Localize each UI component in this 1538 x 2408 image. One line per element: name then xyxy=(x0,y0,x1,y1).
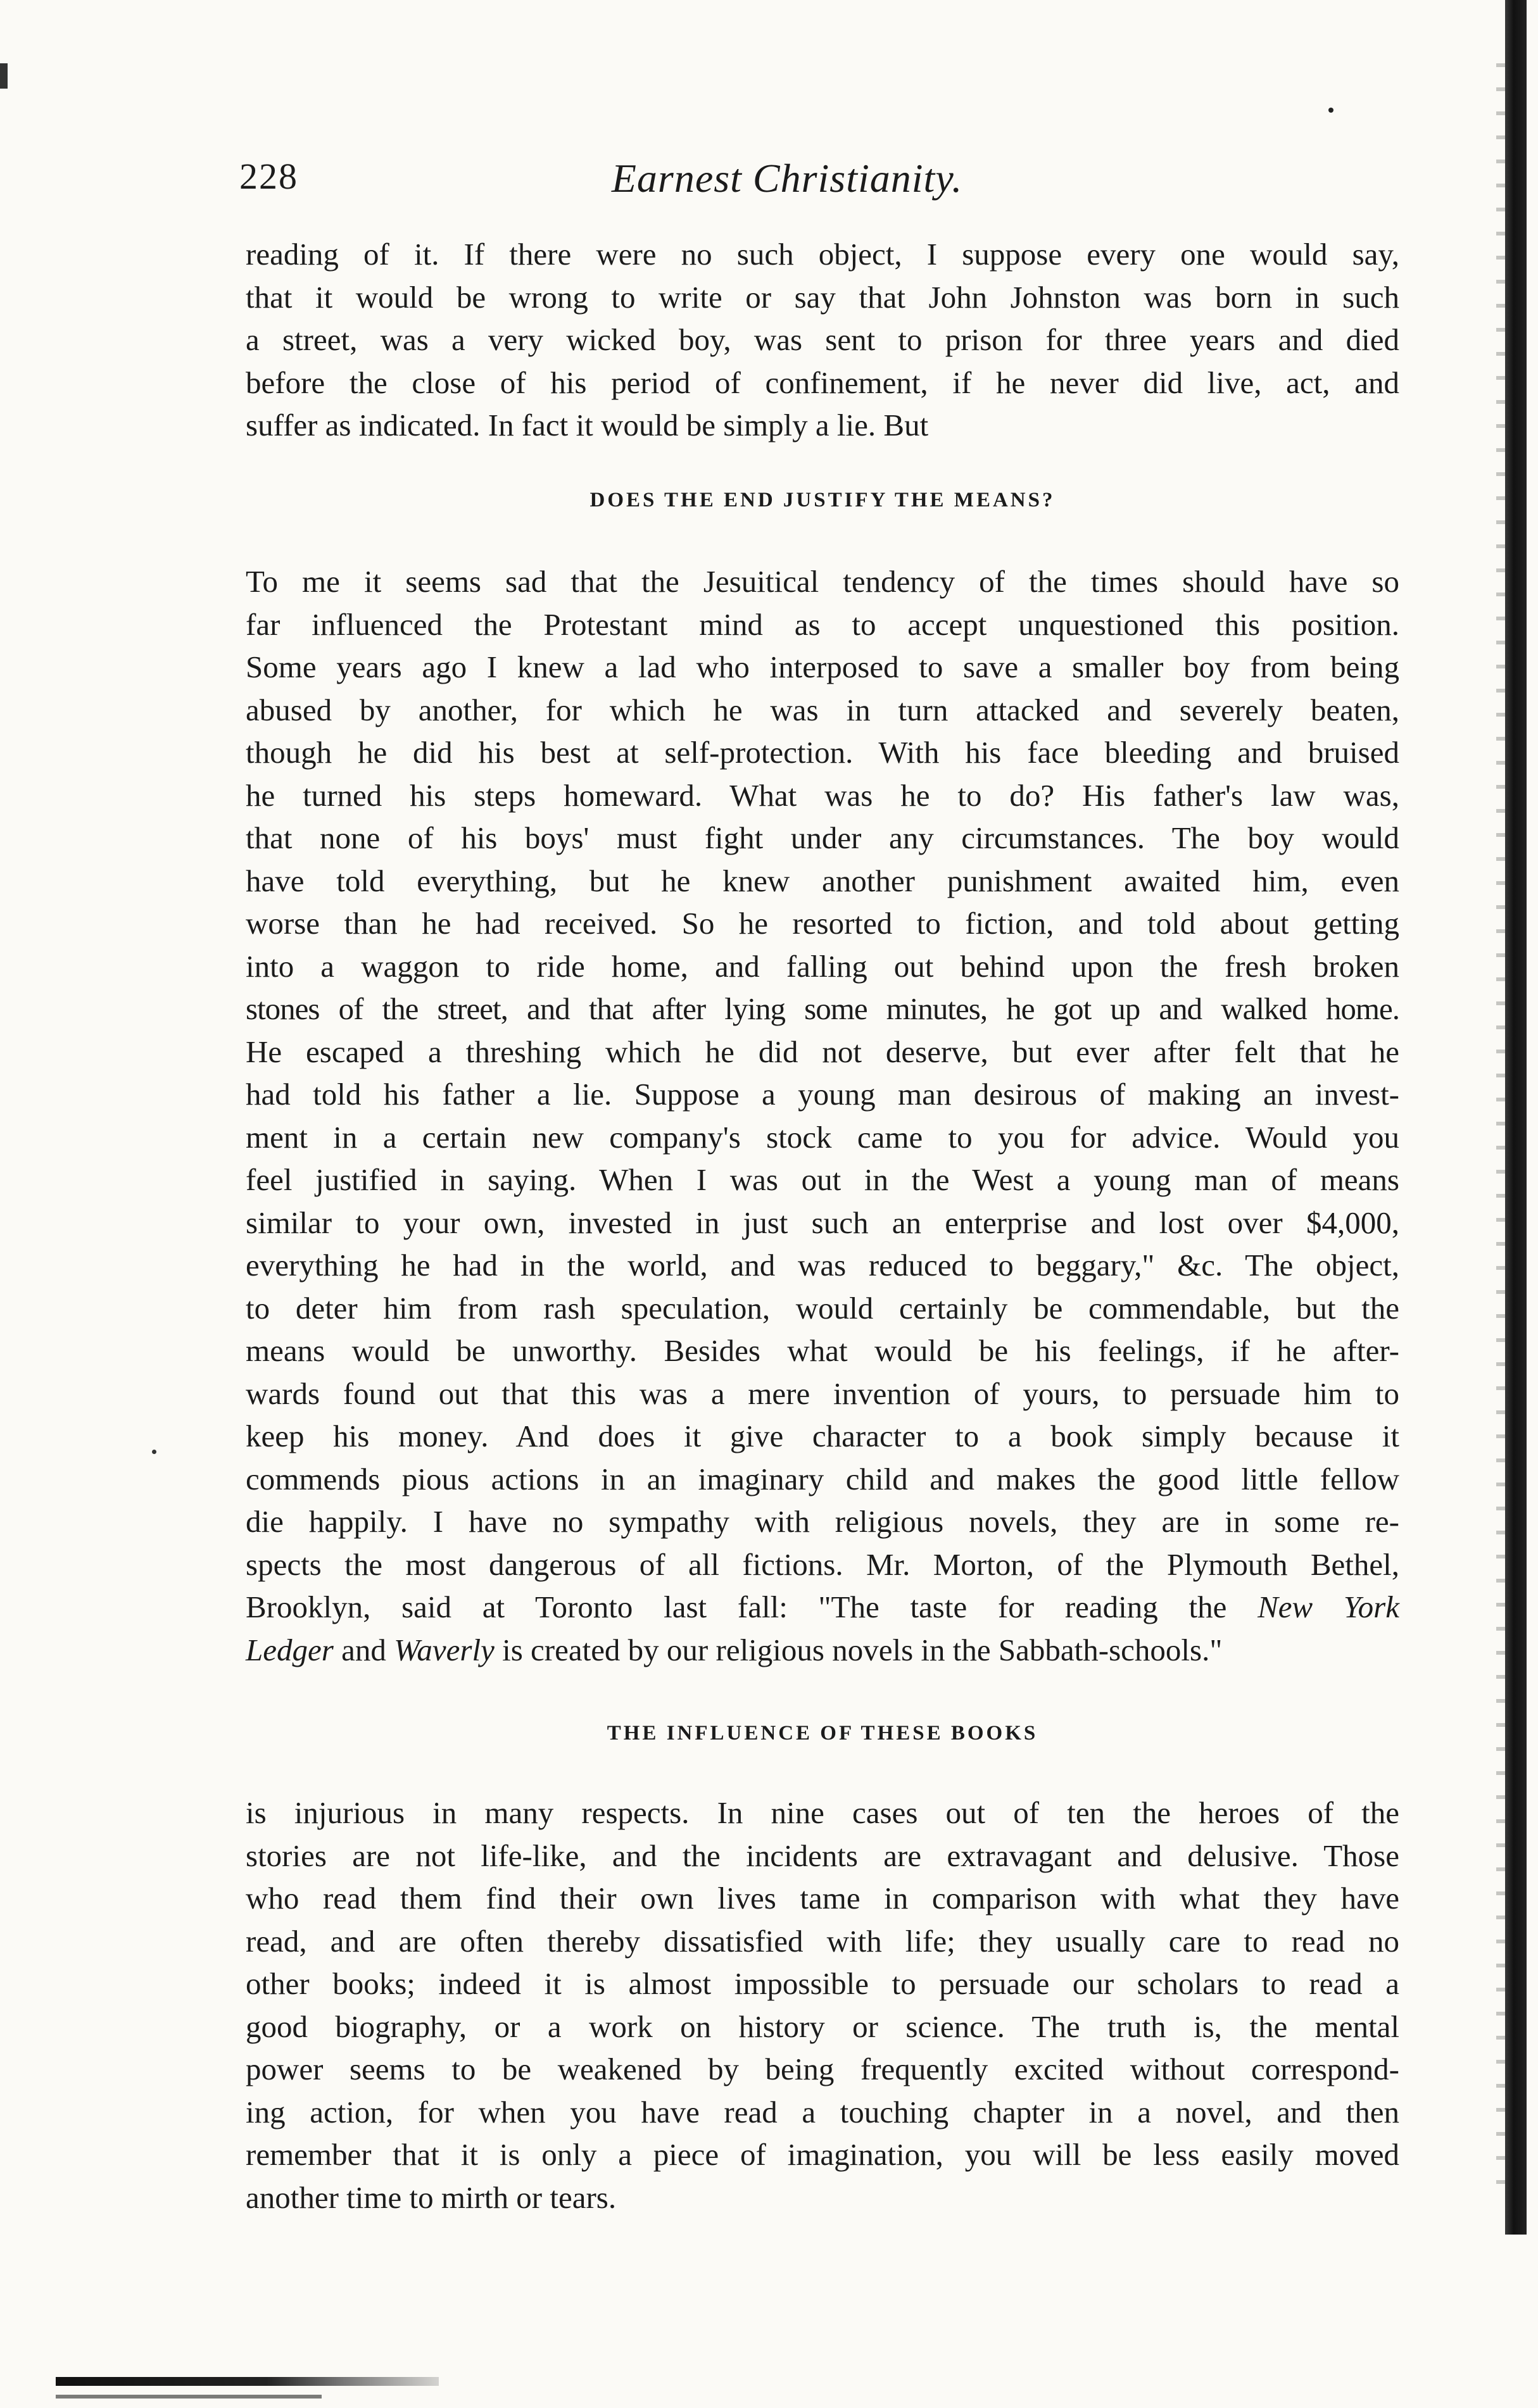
text-line: is injurious in many respects. In nine cases out of ten the heroes of the xyxy=(246,1795,1399,1830)
text-line: feel justified in saying. When I was out in the West a young man of means xyxy=(246,1162,1399,1197)
page-number: 228 xyxy=(239,156,298,197)
text-line: to deter him from rash speculation, would certainly be commendable, but the xyxy=(246,1290,1399,1326)
text-line: ment in a certain new company's stock came to you for advice. Would you xyxy=(246,1119,1399,1155)
text-line: who read them find their own lives tame in comparison with what they have xyxy=(246,1881,1399,1916)
text-line: means would be unworthy. Besides what would be his feelings, if he after- xyxy=(246,1333,1399,1368)
text-line: reading of it. If there were no such object, I suppose every one would say, xyxy=(246,237,1399,272)
scan-artifact-rule xyxy=(56,2395,322,2399)
text-line: wards found out that this was a mere invention of yours, to persuade him to xyxy=(246,1376,1399,1411)
text-line: Ledger and Waverly is created by our religious novels in the Sabbath-schools." xyxy=(246,1632,1223,1667)
scan-edge-mark xyxy=(0,63,8,89)
text-line: He escaped a threshing which he did not deserve, but ever after felt that he xyxy=(246,1034,1399,1069)
text-line: suffer as indicated. In fact it would be simply a lie. But xyxy=(246,408,929,442)
binding-edge xyxy=(1505,0,1527,2235)
text-line: he turned his steps homeward. What was he to do? His father's law was, xyxy=(246,777,1399,813)
section-heading: DOES THE END JUSTIFY THE MEANS? xyxy=(589,489,1056,511)
text-line: keep his money. And does it give character to a book simply because it xyxy=(246,1419,1399,1453)
text-line: far influenced the Protestant mind as to accept unquestioned this position. xyxy=(246,606,1399,642)
text-line: Brooklyn, said at Toronto last fall: "The taste for reading the New York xyxy=(246,1590,1399,1624)
text-line: had told his father a lie. Suppose a young man desirous of making an invest- xyxy=(246,1077,1399,1112)
running-title: Earnest Christianity. xyxy=(611,156,963,201)
paragraph-1 xyxy=(246,233,1399,447)
text-line: that none of his boys' must fight under any circumstances. The boy would xyxy=(246,820,1399,855)
paragraph-2 xyxy=(246,560,1399,1671)
text-line: Some years ago I knew a lad who interposed to save a smaller boy from being xyxy=(246,649,1399,684)
text-line: spects the most dangerous of all fictions. Mr. Morton, of the Plymouth Bethel, xyxy=(246,1546,1399,1582)
text-line: other books; indeed it is almost impossible to persuade our scholars to read a xyxy=(246,1966,1399,2001)
running-head xyxy=(239,155,1423,212)
text-line: everything he had in the world, and was reduced to beggary," &c. The object, xyxy=(246,1248,1399,1282)
text-line: To me it seems sad that the Jesuitical tendency of the times should have so xyxy=(246,564,1399,599)
text-line: before the close of his period of confinement, if he never did live, act, and xyxy=(246,365,1399,400)
text-line: another time to mirth or tears. xyxy=(246,2179,617,2215)
text-line: stones of the street, and that after lying some minutes, he got up and walked home. xyxy=(246,991,1399,1026)
binding-shadow xyxy=(1496,63,1505,2184)
text-line: that it would be wrong to write or say that John Johnston was born in such xyxy=(246,279,1399,315)
text-line: remember that it is only a piece of imagination, you will be less easily moved xyxy=(246,2137,1399,2172)
print-speck xyxy=(1328,108,1333,113)
text-line: abused by another, for which he was in turn attacked and severely beaten, xyxy=(246,692,1399,727)
text-line: similar to your own, invested in just such an enterprise and lost over $4,000, xyxy=(246,1205,1399,1240)
text-line: die happily. I have no sympathy with religious novels, they are in some re- xyxy=(246,1504,1399,1539)
text-line: commends pious actions in an imaginary child and makes the good little fellow xyxy=(246,1461,1399,1496)
text-line: power seems to be weakened by being frequently excited without correspond- xyxy=(246,2052,1399,2086)
text-line: have told everything, but he knew another punishment awaited him, even xyxy=(246,863,1399,898)
paragraph-3 xyxy=(246,1791,1399,2219)
text-line: stories are not life-like, and the incidents are extravagant and delusive. Those xyxy=(246,1838,1399,1873)
scan-artifact-rule xyxy=(56,2377,439,2386)
text-line: a street, was a very wicked boy, was sent to prison for three years and died xyxy=(246,322,1399,357)
text-line: ing action, for when you have read a touching chapter in a novel, and then xyxy=(246,2094,1399,2129)
text-line: read, and are often thereby dissatisfied with life; they usually care to read no xyxy=(246,1923,1399,1959)
text-line: good biography, or a work on history or science. The truth is, the mental xyxy=(246,2009,1399,2044)
section-heading: THE INFLUENCE OF THESE BOOKS xyxy=(607,1722,1038,1745)
text-line: though he did his best at self-protection. With his face bleeding and bruised xyxy=(246,735,1399,770)
text-line: worse than he had received. So he resorted to fiction, and told about getting xyxy=(246,906,1399,941)
print-speck xyxy=(152,1450,156,1454)
text-line: into a waggon to ride home, and falling out behind upon the fresh broken xyxy=(246,948,1399,984)
